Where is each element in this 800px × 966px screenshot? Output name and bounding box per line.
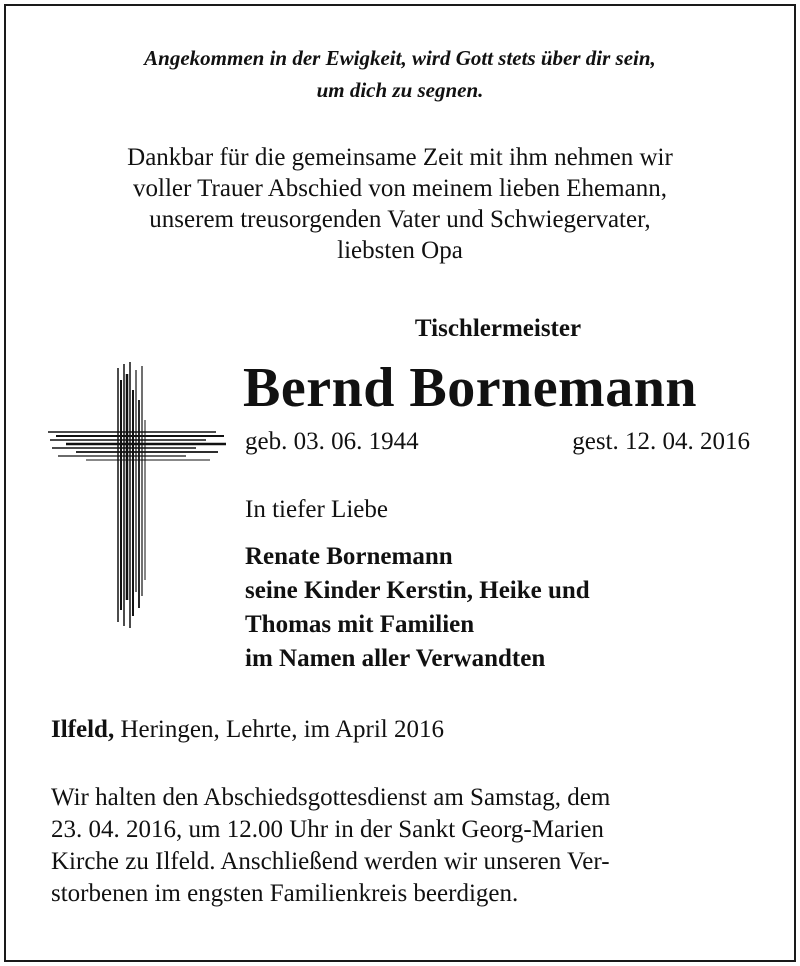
mourner-line: Renate Bornemann [245,543,453,570]
service-line: Wir halten den Abschiedsgottesdienst am Samstag, dem [51,784,611,811]
intro-text [0,142,800,266]
service-line: Kirche zu Ilfeld. Anschließend werden wir unseren Ver- [51,848,610,875]
place-main: Ilfeld, [51,716,115,743]
place-rest: Heringen, Lehrte, im April 2016 [114,716,444,743]
mourners-heading: In tiefer Liebe [245,496,388,523]
service-notice [51,782,751,910]
deceased-name: Bernd Bornemann [243,357,697,419]
mourner-line: seine Kinder Kerstin, Heike und [245,577,590,604]
intro-line: voller Trauer Abschied von meinem lieben Ehemann, [133,175,667,202]
mourner-line: im Namen aller Verwandten [245,645,546,672]
deceased-title: Tischlermeister [414,315,582,342]
intro-line: liebsten Opa [337,237,463,264]
intro-line: unserem treusorgenden Vater und Schwiegervater, [149,206,651,233]
death-date: gest. 12. 04. 2016 [572,428,750,455]
places-line [51,716,444,744]
intro-line: Dankbar für die gemeinsame Zeit mit ihm nehmen wir [127,144,673,171]
birth-date: geb. 03. 06. 1944 [245,428,419,455]
motto-line-1: Angekommen in der Ewigkeit, wird Gott stets über dir sein, [144,46,656,70]
cross-icon [46,360,228,630]
mourner-line: Thomas mit Familien [245,611,475,638]
motto-line-2: um dich zu segnen. [316,78,484,102]
mourners-list [245,540,590,676]
motto [0,42,800,106]
service-line: storbenen im engsten Familienkreis beerdigen. [51,880,519,907]
service-line: 23. 04. 2016, um 12.00 Uhr in der Sankt Georg-Marien [51,816,604,843]
